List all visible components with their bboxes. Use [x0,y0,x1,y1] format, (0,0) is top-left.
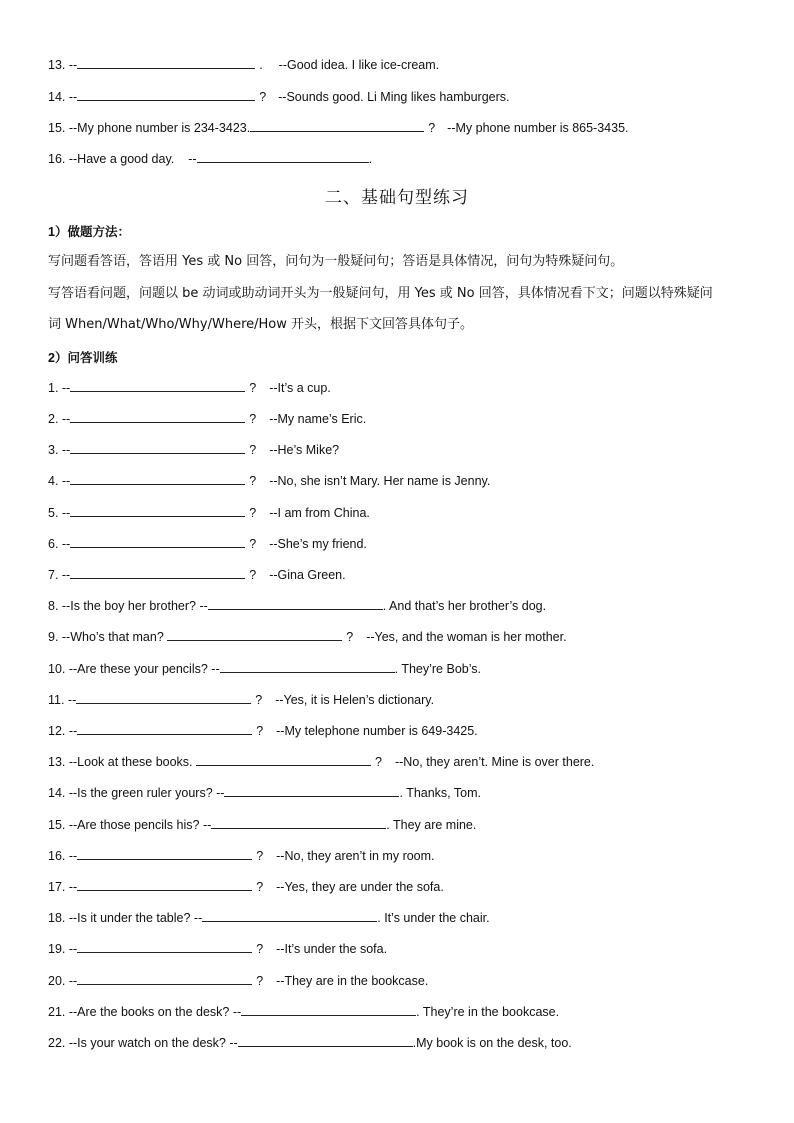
practice-item [48,784,481,801]
practice-item [48,722,478,739]
item-punct: ? [249,537,257,551]
item-punct: ? [249,412,257,426]
practice-item [48,379,331,396]
practice-item [48,847,435,864]
item-reply: --Sounds good. Li Ming likes hamburgers. [278,90,510,104]
item-prompt: 20. -- [48,974,78,988]
item-prompt: 21. --Are the books on the desk? -- [48,1005,242,1019]
item-prompt: 9. --Who’s that man? [48,630,168,644]
item-prompt: 19. -- [48,942,78,956]
item-reply: . They are mine. [386,818,477,832]
item-reply: --It’s under the sofa. [276,942,388,956]
item-reply: . [368,152,373,166]
item-reply: --No, they aren’t in my room. [276,849,435,863]
item-punct: ? [255,693,263,707]
top-item-15 [48,119,629,136]
section-title: 二、基础句型练习 [325,188,469,208]
item-reply: --He’s Mike? [269,443,340,457]
item-punct: ? [249,568,257,582]
item-punct: ? [256,849,264,863]
answer-blank[interactable] [241,1003,416,1016]
answer-blank[interactable] [77,878,252,891]
item-reply: --Yes, and the woman is her mother. [366,630,567,644]
answer-blank[interactable] [238,1034,413,1047]
item-punct: ? [249,506,257,520]
answer-blank[interactable] [70,379,245,392]
item-prompt: 7. -- [48,568,71,582]
answer-blank[interactable] [77,56,255,69]
answer-blank[interactable] [202,909,377,922]
practice-item [48,753,594,770]
method-heading: 1）做题方法： [48,225,130,239]
item-prompt: 11. -- [48,693,77,707]
item-reply: --Gina Green. [269,568,346,582]
practice-item [48,878,444,895]
item-prompt: 3. -- [48,443,71,457]
item-prompt: 13. --Look at these books. [48,755,197,769]
item-reply: --Good idea. I like ice-cream. [278,58,440,72]
item-prompt: 5. -- [48,506,71,520]
item-punct: ? [249,474,257,488]
practice-item [48,628,567,645]
item-prompt: 6. -- [48,537,71,551]
answer-blank[interactable] [70,535,245,548]
practice-item [48,691,434,708]
item-prompt: 2. -- [48,412,71,426]
practice-item [48,441,339,458]
answer-blank[interactable] [197,150,369,163]
answer-blank[interactable] [77,940,252,953]
item-punct: . [259,58,263,72]
top-item-16 [48,150,372,167]
method-line-1: 写问题看答语，答语用 Yes 或 No 回答，问句为一般疑问句；答语是具体情况，问句为特殊疑问句。 [48,254,624,269]
item-reply: --It’s a cup. [269,381,331,395]
answer-blank[interactable] [70,566,245,579]
answer-blank[interactable] [76,691,251,704]
answer-blank[interactable] [220,660,395,673]
answer-blank[interactable] [250,119,424,132]
item-reply: . It’s under the chair. [377,911,490,925]
item-prompt: 8. --Is the boy her brother? -- [48,599,208,613]
item-reply: . They’re Bob’s. [394,662,481,676]
method-line-2: 写答语看问题，问题以 be 动词或助动词开头为一般疑问句，用 Yes 或 No 回答，具体情况看下文；问题以特殊疑问 [48,286,713,301]
item-reply: .My book is on the desk, too. [412,1036,572,1050]
item-punct: ? [375,755,382,769]
item-prompt: 4. -- [48,474,71,488]
practice-item [48,566,346,583]
practice-item [48,535,367,552]
item-prompt: 15. --Are those pencils his? -- [48,818,212,832]
item-prompt: 14. --Is the green ruler yours? -- [48,786,225,800]
item-reply: --They are in the bookcase. [276,974,429,988]
answer-blank[interactable] [77,972,252,985]
item-reply: --No, they aren’t. Mine is over there. [394,755,595,769]
item-reply: --My name’s Eric. [269,412,367,426]
item-punct: ? [256,974,264,988]
practice-item [48,472,490,489]
item-reply: --My telephone number is 649-3425. [276,724,478,738]
practice-item [48,1003,559,1020]
item-punct: ? [256,942,264,956]
top-item-13 [48,56,439,73]
answer-blank[interactable] [77,847,252,860]
item-reply: . Thanks, Tom. [399,786,481,800]
item-prompt: 16. -- [48,849,78,863]
item-reply: --Yes, it is Helen’s dictionary. [275,693,435,707]
answer-blank[interactable] [77,722,252,735]
answer-blank[interactable] [70,472,245,485]
answer-blank[interactable] [70,441,245,454]
item-punct: ? [428,121,436,135]
practice-item [48,410,366,427]
practice-item [48,940,387,957]
practice-item [48,909,490,926]
item-prompt: 13. -- [48,58,78,72]
top-item-14 [48,88,510,105]
item-reply: --Yes, they are under the sofa. [276,880,444,894]
item-punct: ? [256,880,264,894]
practice-item [48,1034,572,1051]
item-prompt: 14. -- [48,90,78,104]
practice-heading: 2）问答训练 [48,351,118,365]
item-prompt: 18. --Is it under the table? -- [48,911,203,925]
answer-blank[interactable] [70,504,245,517]
item-prompt: 17. -- [48,880,78,894]
item-punct: ? [256,724,264,738]
answer-blank[interactable] [196,753,371,766]
answer-blank[interactable] [77,88,255,101]
practice-item [48,816,476,833]
item-dash: -- [188,152,197,166]
item-reply: . They’re in the bookcase. [416,1005,560,1019]
answer-blank[interactable] [224,784,399,797]
practice-item [48,972,428,989]
item-prompt: 22. --Is your watch on the desk? -- [48,1036,238,1050]
item-punct: ? [249,381,257,395]
practice-item [48,504,370,521]
item-prompt: 16. --Have a good day. [48,152,175,166]
practice-item [48,597,546,614]
item-reply: . And that’s her brother’s dog. [382,599,547,613]
item-punct: ? [346,630,354,644]
item-punct: ? [249,443,257,457]
method-line-3: 词 When/What/Who/Why/Where/How 开头，根据下文回答具体句子。 [48,317,473,332]
item-reply: --She’s my friend. [269,537,367,551]
item-prompt: 12. -- [48,724,78,738]
item-prompt: 15. --My phone number is 234-3423. [48,121,251,135]
item-reply: --No, she isn’t Mary. Her name is Jenny. [269,474,491,488]
item-prompt: 10. --Are these your pencils? -- [48,662,220,676]
item-prompt: 1. -- [48,381,71,395]
answer-blank[interactable] [70,410,245,423]
answer-blank[interactable] [167,628,342,641]
answer-blank[interactable] [211,816,386,829]
item-reply: --My phone number is 865-3435. [447,121,629,135]
practice-item [48,660,481,677]
item-reply: --I am from China. [269,506,370,520]
answer-blank[interactable] [208,597,383,610]
item-punct: ? [259,90,267,104]
